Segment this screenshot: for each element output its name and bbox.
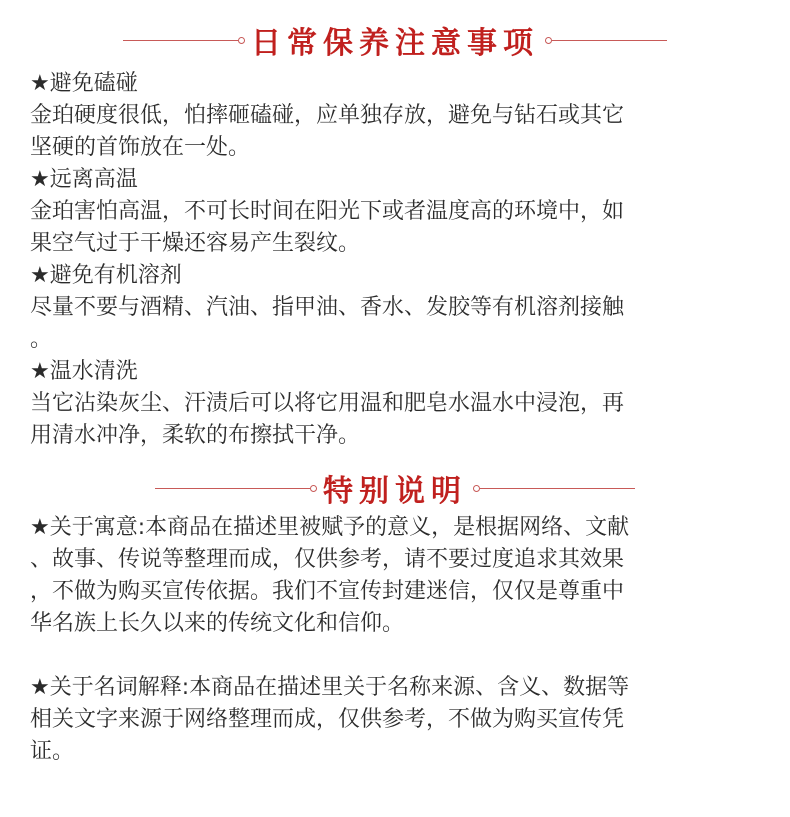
ornament-dot-left [238, 37, 245, 44]
care-line: 金珀害怕高温，不可长时间在阳光下或者温度高的环境中，如 [30, 199, 625, 224]
ornament-dot-left [310, 485, 317, 492]
care-line: 坚硬的首饰放在一处。 [30, 135, 251, 160]
care-line: ★避免有机溶剂 [30, 263, 182, 288]
notes-line: 相关文字来源于网络整理而成，仅供参考，不做为购买宣传凭 [30, 707, 625, 732]
notes-section [30, 512, 760, 768]
care-line: 尽量不要与酒精、汽油、指甲油、香水、发胶等有机溶剂接触 [30, 295, 625, 320]
care-line: 用清水冲净，柔软的布擦拭干净。 [30, 423, 361, 448]
notes-title: 特别说明 [323, 474, 467, 509]
notes-line [30, 640, 760, 672]
care-heading [0, 18, 790, 62]
care-line: 当它沾染灰尘、汗渍后可以将它用温和肥皂水温水中浸泡，再 [30, 391, 625, 416]
care-section [30, 68, 760, 452]
notes-line: ，不做为购买宣传依据。我们不宣传封建迷信，仅仅是尊重中 [30, 579, 625, 604]
notes-line: ★关于寓意:本商品在描述里被赋予的意义，是根据网络、文献 [30, 515, 630, 540]
ornament-dot-right [545, 37, 552, 44]
ornament-dot-right [473, 485, 480, 492]
notes-line: 华名族上长久以来的传统文化和信仰。 [30, 611, 405, 636]
care-line: ★温水清洗 [30, 359, 138, 384]
divider-line-right [552, 40, 667, 41]
notes-heading [0, 466, 790, 510]
care-line: ★远离高温 [30, 167, 138, 192]
divider-line-left [123, 40, 238, 41]
care-line: 金珀硬度很低，怕摔砸磕碰，应单独存放，避免与钻石或其它 [30, 103, 625, 128]
divider-line-right [480, 488, 635, 489]
care-line: 。 [30, 327, 53, 352]
divider-line-left [155, 488, 310, 489]
care-line: 果空气过于干燥还容易产生裂纹。 [30, 231, 361, 256]
notes-line: 证。 [30, 739, 75, 764]
care-title: 日常保养注意事项 [251, 26, 539, 61]
notes-line: ★关于名词解释:本商品在描述里关于名称来源、含义、数据等 [30, 675, 630, 700]
notes-line: 、故事、传说等整理而成，仅供参考，请不要过度追求其效果 [30, 547, 625, 572]
care-line: ★避免磕碰 [30, 71, 138, 96]
